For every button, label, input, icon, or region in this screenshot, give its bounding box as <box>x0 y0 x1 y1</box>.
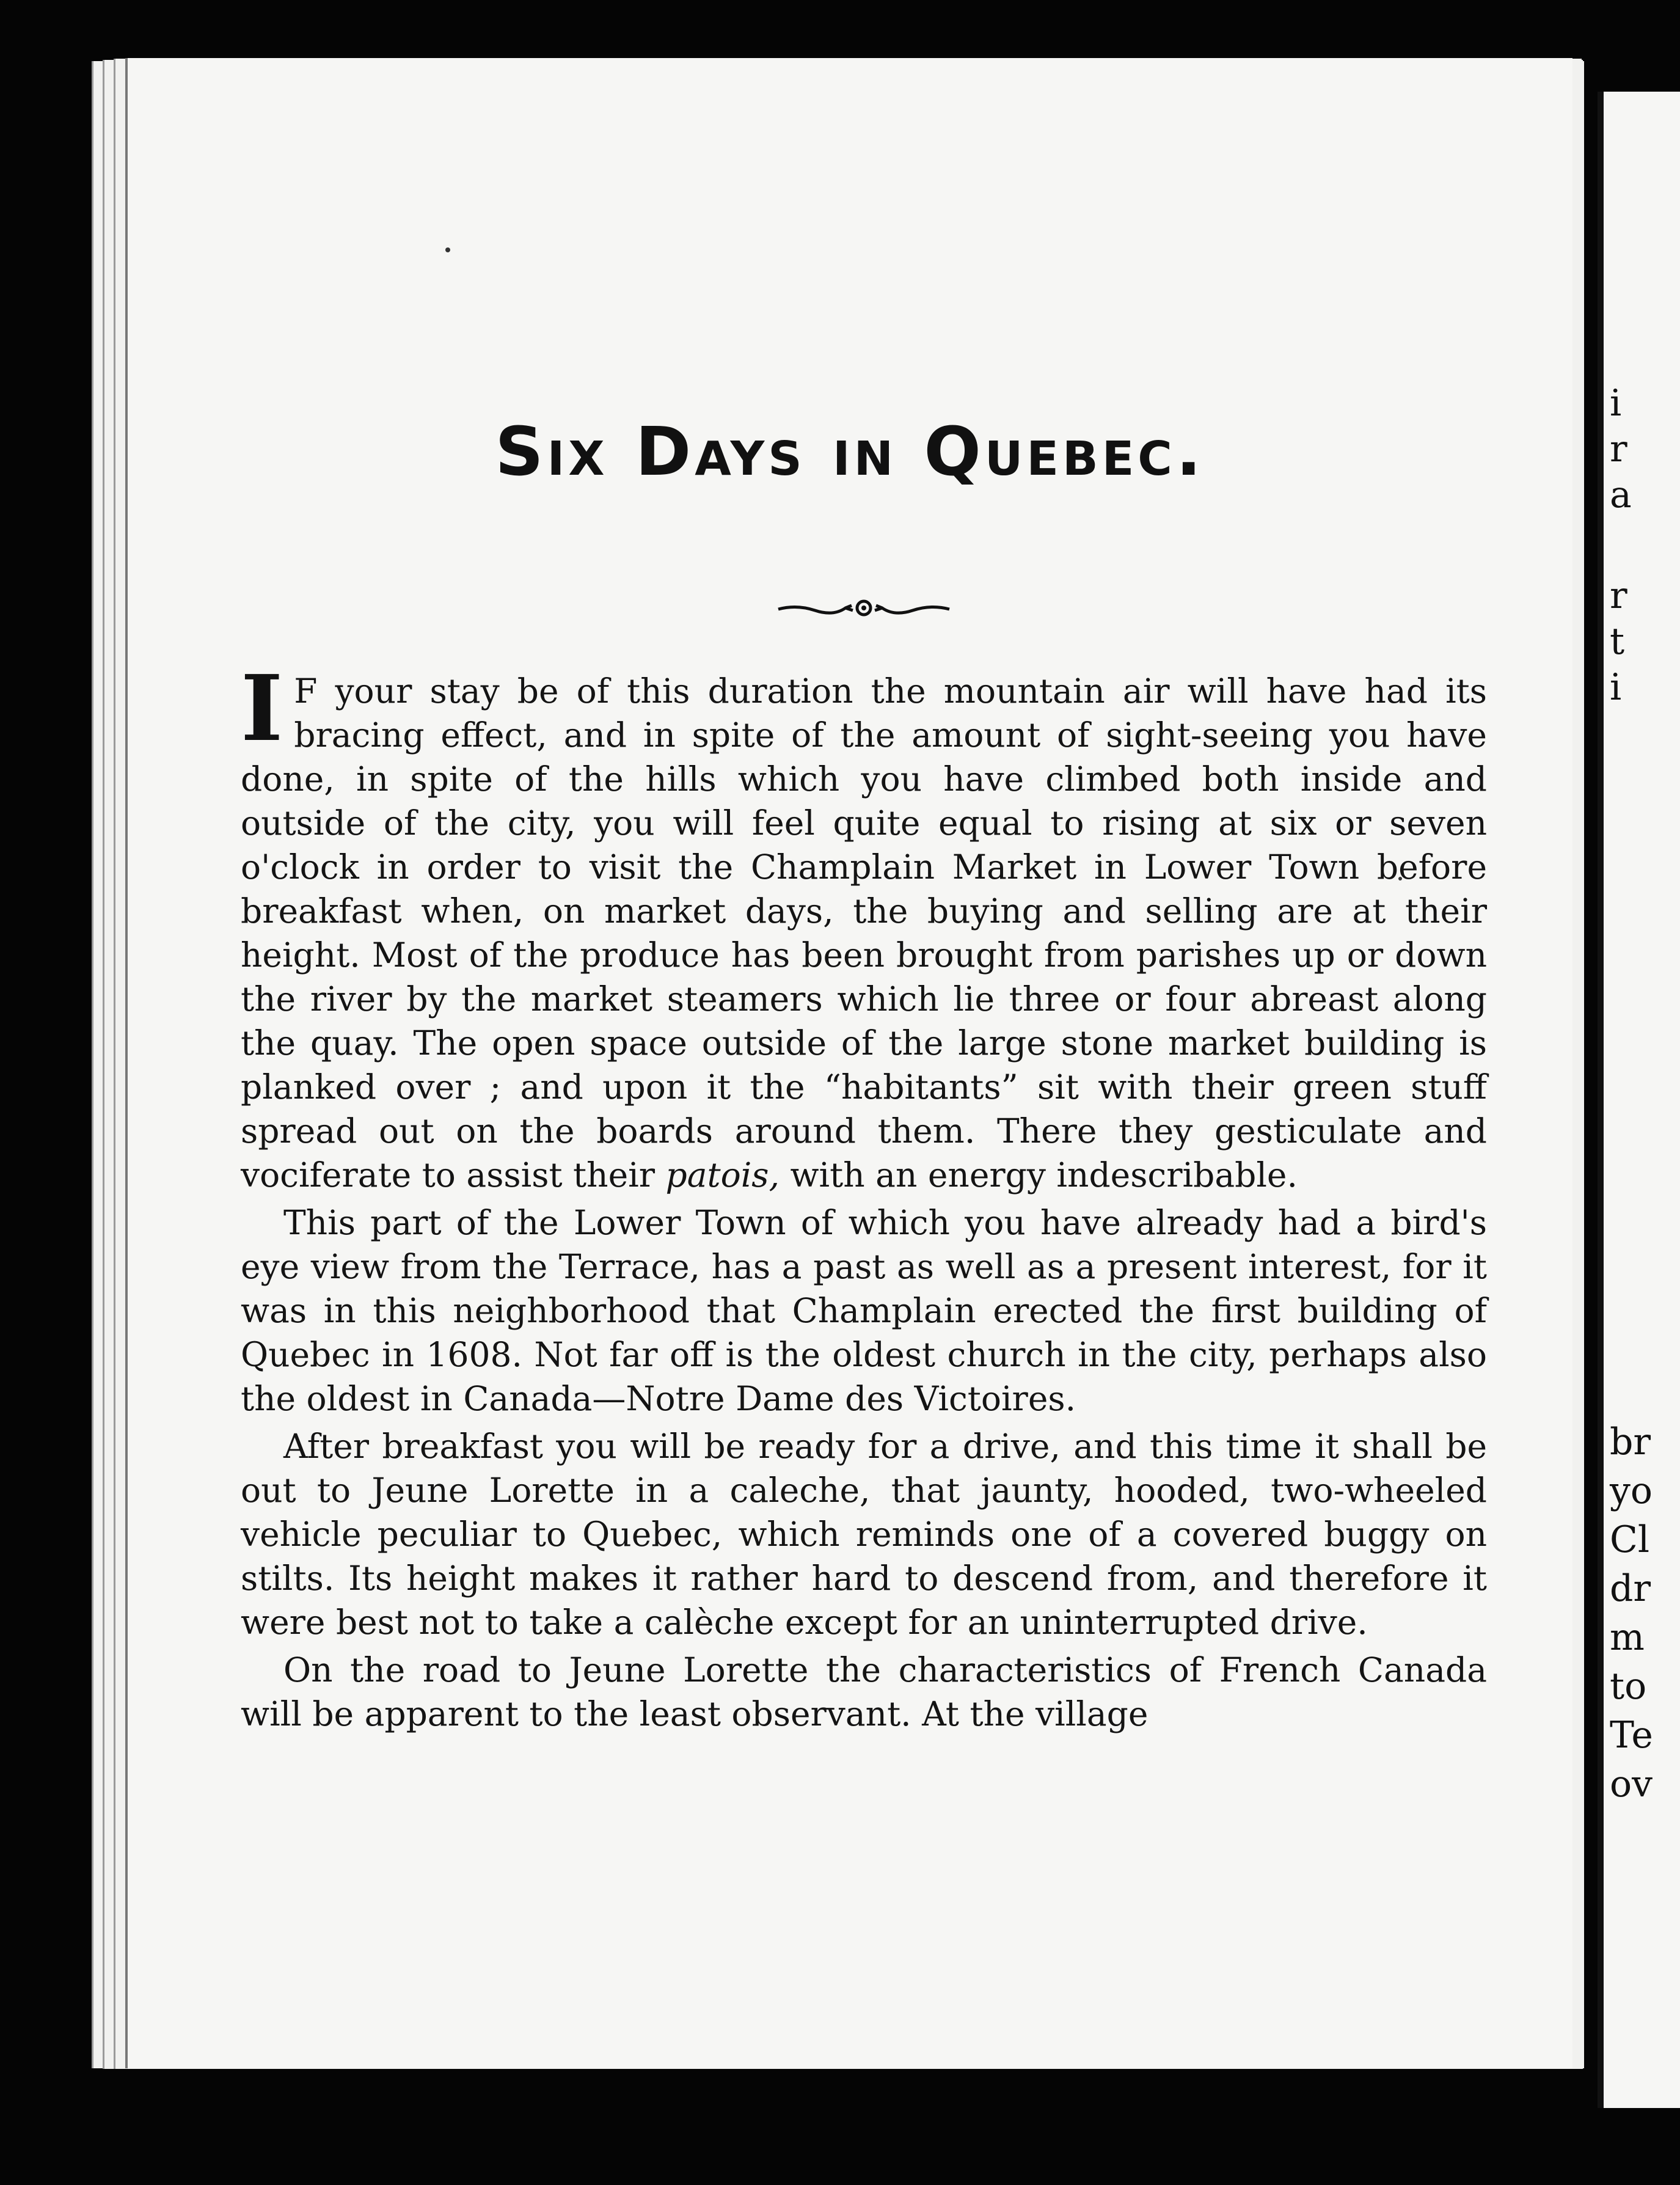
facing-fragment: r <box>1610 428 1627 470</box>
body-text <box>241 655 1487 1740</box>
paragraph-1-tail: with an energy indescribable. <box>780 1155 1298 1195</box>
facing-page-edge <box>1598 92 1680 2108</box>
chapter-title: Six Days in Quebec. <box>495 412 1205 491</box>
paragraph-2: This part of the Lower Town of which you have already had a bird's eye view from the Terrace, has a past as well as a present interest, for it was in this neighborhood that Champlain erected the first building of Quebec in 1608. Not far off is the oldest church in the city, perhaps also the oldest in Canada—Notre Dame des Victoires. <box>241 1203 1487 1418</box>
facing-fragment: r <box>1610 574 1627 617</box>
paragraph-1-italic: patois, <box>665 1155 780 1195</box>
facing-fragment: Te <box>1610 1714 1653 1757</box>
drop-cap: I <box>241 655 283 761</box>
facing-fragment: i <box>1610 382 1622 425</box>
facing-fragment: yo <box>1610 1469 1653 1512</box>
ink-speck <box>445 247 450 252</box>
paragraph-4: On the road to Jeune Lorette the characteristics of French Canada will be apparent to the least observant. At the village <box>241 1650 1487 1733</box>
title-ornament-icon <box>772 590 955 626</box>
facing-fragment: ov <box>1610 1763 1653 1806</box>
facing-fragment: to <box>1610 1665 1647 1708</box>
left-page <box>125 58 1572 2068</box>
facing-fragment: Cl <box>1610 1518 1650 1561</box>
paragraph-1 <box>241 655 1487 1197</box>
facing-fragment: a <box>1610 474 1632 516</box>
paragraph-3: After breakfast you will be ready for a drive, and this time it shall be out to Jeune Lorette in a caleche, that jaunty, hooded, two-wheeled vehicle peculiar to Quebec, which reminds one of a covered buggy on stilts. Its height makes it rather hard to descend from, and therefore it were best not to take a calèche except for an uninterrupted drive. <box>241 1427 1487 1642</box>
facing-fragment: i <box>1610 666 1622 709</box>
facing-fragment: dr <box>1610 1567 1651 1610</box>
facing-fragment: br <box>1610 1421 1651 1463</box>
facing-fragment: m <box>1610 1616 1645 1659</box>
paragraph-1-text: F your stay be of this duration the mountain air will have had its bracing effect, and in spite of the amount of sight-seeing you have done, in spite of the hills which you have climbed both inside and outside of the city, you will feel quite equal to rising at six or seven o'clock in order to visit the Champlain Market in Lower Town before breakfast when, on market days, the buying and selling are at their height. Most of the produce has been brought from parishes up or down the river by the market steamers which lie three or four abreast along the quay. The open space outside of the large stone market building is planked over ; and upon it the “habitants” sit with their green stuff spread out on the boards around them. There they gesticulate and vociferate to assist their <box>241 672 1487 1195</box>
facing-fragment: t <box>1610 620 1625 663</box>
